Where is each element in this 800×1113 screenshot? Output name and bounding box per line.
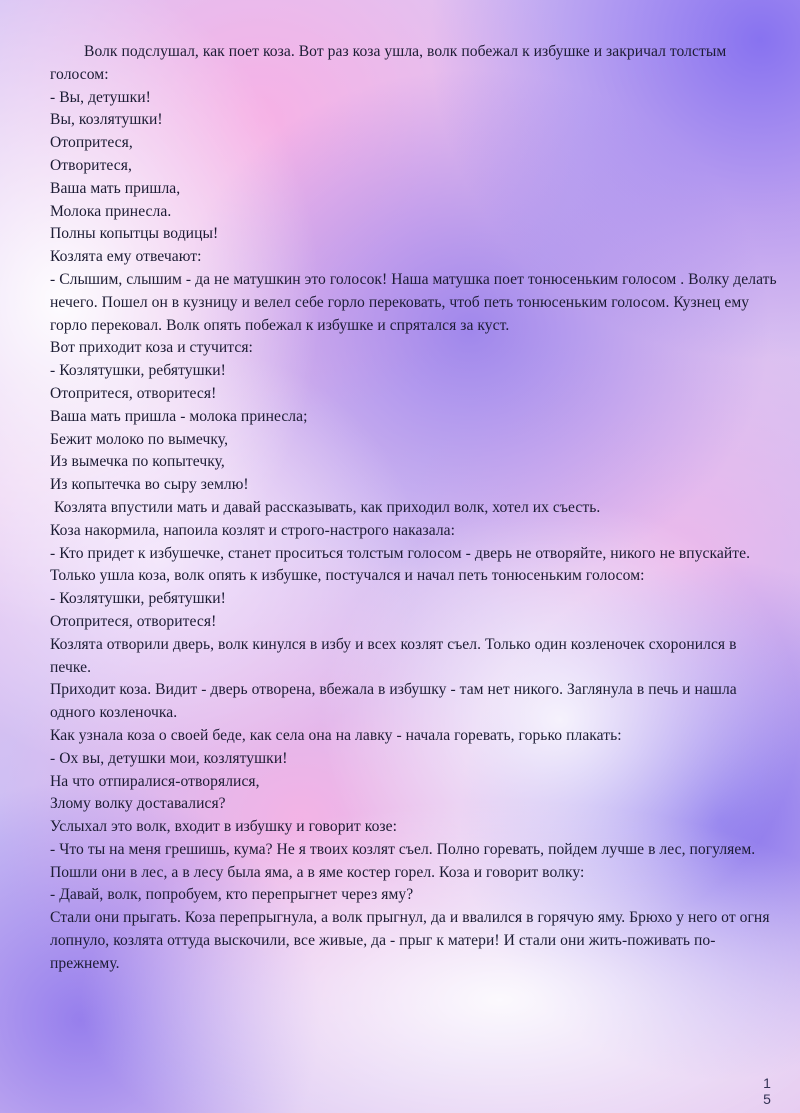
paragraph: Из вымечка по копытечку, <box>50 453 225 471</box>
paragraph: - Вы, детушки! <box>50 88 151 106</box>
paragraph: На что отпиралися-отворялися, <box>50 772 260 790</box>
paragraph: Услыхал это волк, входит в избушку и говорит козе: <box>50 818 397 836</box>
paragraph: Отворитеся, <box>50 156 132 174</box>
paragraph: Волк подслушал, как поет коза. Вот раз коза ушла, волк побежал к избушке и закричал толстым голосом: <box>50 43 727 83</box>
paragraph: Коза накормила, напоила козлят и строго-настрого наказала: <box>50 521 456 539</box>
paragraph: Только ушла коза, волк опять к избушке, постучался и начал петь тонюсеньким голосом: <box>50 567 645 585</box>
paragraph: Стали они прыгать. Коза перепрыгнула, а волк прыгнул, да и ввалился в горячую яму. Брюхо у него от огня лопнуло, козлята оттуда выскочили, все живые, да - прыг к матери! И стали они жить-поживать по-прежнему. <box>50 909 770 972</box>
paragraph: Пошли они в лес, а в лесу была яма, а в яме костер горел. Коза и говорит волку: <box>50 863 585 881</box>
paragraph: - Ох вы, детушки мои, козлятушки! <box>50 749 288 767</box>
paragraph: Полны копытцы водицы! <box>50 225 219 243</box>
paragraph: Вы, козлятушки! <box>50 111 163 129</box>
paragraph: Бежит молоко по вымечку, <box>50 430 229 448</box>
paragraph: - Слышим, слышим - да не матушкин это голосок! Наша матушка поет тонюсеньким голосом . Волку делать нечего. Пошел он в кузницу и велел себе горло перековать, чтоб петь тонюсеньким голосом. Кузнец ему горло перековал. Волк опять побежал к избушке и спрятался за куст. <box>50 270 777 334</box>
paragraph: Отопритеся, отворитеся! <box>50 612 217 630</box>
paragraph: Из копытечка во сыру землю! <box>50 476 249 494</box>
paragraph: Козлята ему отвечают: <box>50 248 202 266</box>
paragraph: Козлята впустили мать и давай рассказывать, как приходил волк, хотел их съесть. <box>54 498 601 516</box>
paragraph: Отопритеся, отворитеся! <box>50 384 217 402</box>
paragraph: - Козлятушки, ребятушки! <box>50 362 226 380</box>
paragraph: Молока принесла. <box>50 202 172 220</box>
paragraph: Приходит коза. Видит - дверь отворена, вбежала в избушку - там нет никого. Заглянула в печь и нашла одного козленочка. <box>50 681 737 722</box>
paragraph: - Давай, волк, попробуем, кто перепрыгнет через яму? <box>50 886 414 904</box>
paragraph: Отопритеся, <box>50 134 133 152</box>
story-text <box>50 41 778 976</box>
paragraph: Злому волку доставалися? <box>50 795 226 813</box>
paragraph: - Кто придет к избушечке, станет проситься толстым голосом - дверь не отворяйте, никого не впускайте. <box>50 544 751 562</box>
paragraph: Козлята отворили дверь, волк кинулся в избу и всех козлят съел. Только один козленочек схоронился в печке. <box>50 635 737 676</box>
paragraph: Ваша мать пришла, <box>50 179 181 197</box>
paragraph: Вот приходит коза и стучится: <box>50 339 253 357</box>
paragraph: Ваша мать пришла - молока принесла; <box>50 407 308 425</box>
paragraph: - Что ты на меня грешишь, кума? Не я твоих козлят съел. Полно горевать, пойдем лучше в лес, погуляем. <box>50 840 756 858</box>
paragraph: Как узнала коза о своей беде, как села она на лавку - начала горевать, горько плакать: <box>50 726 622 744</box>
page-number: 15 <box>763 1075 771 1107</box>
paragraph: - Козлятушки, ребятушки! <box>50 590 226 608</box>
